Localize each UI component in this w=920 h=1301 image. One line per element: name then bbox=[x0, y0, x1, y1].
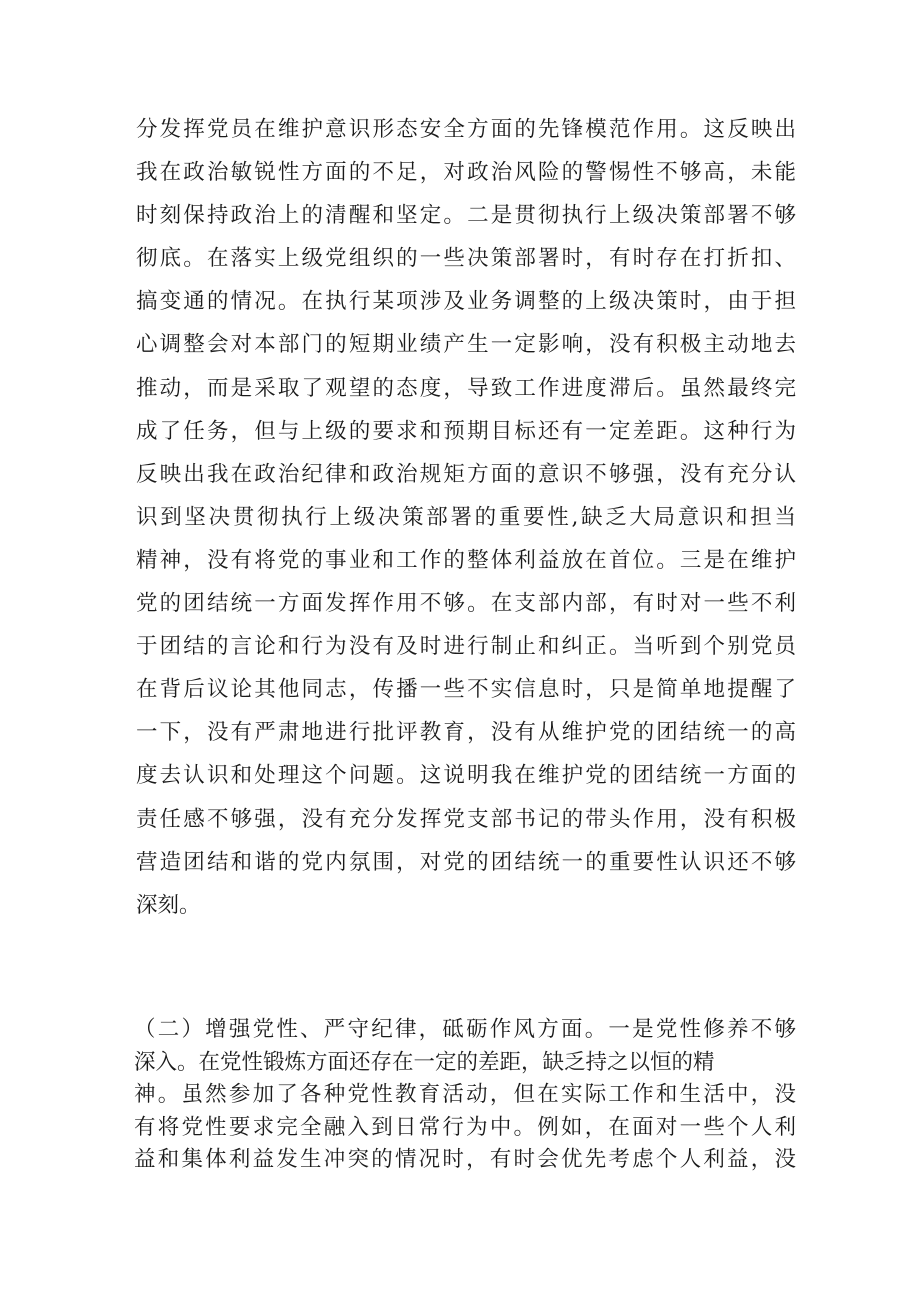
text-line: 责任感不够强，没有充分发挥党支部书记的带头作用，没有积极 bbox=[136, 806, 796, 832]
text-line: 党的团结统一方面发挥作用不够。在支部内部，有时对一些不利 bbox=[136, 591, 796, 617]
text-line: 在背后议论其他同志，传播一些不实信息时，只是简单地提醒了 bbox=[136, 677, 796, 703]
text-line: 我在政治敏锐性方面的不足，对政治风险的警惕性不够高，未能 bbox=[136, 160, 796, 186]
body-paragraph-1 bbox=[136, 108, 796, 927]
text-line: 深刻。 bbox=[136, 892, 201, 918]
text-line: 识到坚决贯彻执行上级决策部署的重要性,缺乏大局意识和担当 bbox=[136, 504, 796, 530]
text-line: 一下，没有严肃地进行批评教育，没有从维护党的团结统一的高 bbox=[136, 720, 796, 746]
text-line: 推动，而是采取了观望的态度，导致工作进度滞后。虽然最终完 bbox=[136, 375, 796, 401]
text-line: 神。虽然参加了各种党性教育活动，但在实际工作和生活中，没 bbox=[134, 1082, 796, 1108]
text-line: 营造团结和谐的党内氛围，对党的团结统一的重要性认识还不够 bbox=[136, 849, 796, 875]
text-line: 有将党性要求完全融入到日常行为中。例如，在面对一些个人利 bbox=[134, 1114, 796, 1140]
text-line: 时刻保持政治上的清醒和坚定。二是贯彻执行上级决策部署不够 bbox=[136, 203, 796, 229]
text-line: 心调整会对本部门的短期业绩产生一定影响，没有积极主动地去 bbox=[136, 332, 796, 358]
text-line: 度去认识和处理这个问题。这说明我在维护党的团结统一方面的 bbox=[136, 763, 796, 789]
text-line: 搞变通的情况。在执行某项涉及业务调整的上级决策时，由于担 bbox=[136, 289, 796, 315]
text-line: 彻底。在落实上级党组织的一些决策部署时，有时存在打折扣、 bbox=[136, 246, 796, 272]
text-line: 成了任务，但与上级的要求和预期目标还有一定差距。这种行为 bbox=[136, 418, 796, 444]
text-line: （二）增强党性、严守纪律，砥砺作风方面。一是党性修养不够 bbox=[134, 1017, 796, 1042]
text-line: 反映出我在政治纪律和政治规矩方面的意识不够强，没有充分认 bbox=[136, 461, 796, 487]
text-line: 精神，没有将党的事业和工作的整体利益放在首位。三是在维护 bbox=[136, 547, 796, 573]
body-paragraph-2 bbox=[134, 1014, 796, 1177]
text-line: 益和集体利益发生冲突的情况时，有时会优先考虑个人利益，没 bbox=[134, 1147, 796, 1173]
text-line: 于团结的言论和行为没有及时进行制止和纠正。当听到个别党员 bbox=[136, 634, 796, 660]
text-line: 深入。在党性锻炼方面还存在一定的差距，缺乏持之以恒的精 bbox=[134, 1049, 715, 1075]
text-line: 分发挥党员在维护意识形态安全方面的先锋模范作用。这反映出 bbox=[136, 117, 796, 142]
